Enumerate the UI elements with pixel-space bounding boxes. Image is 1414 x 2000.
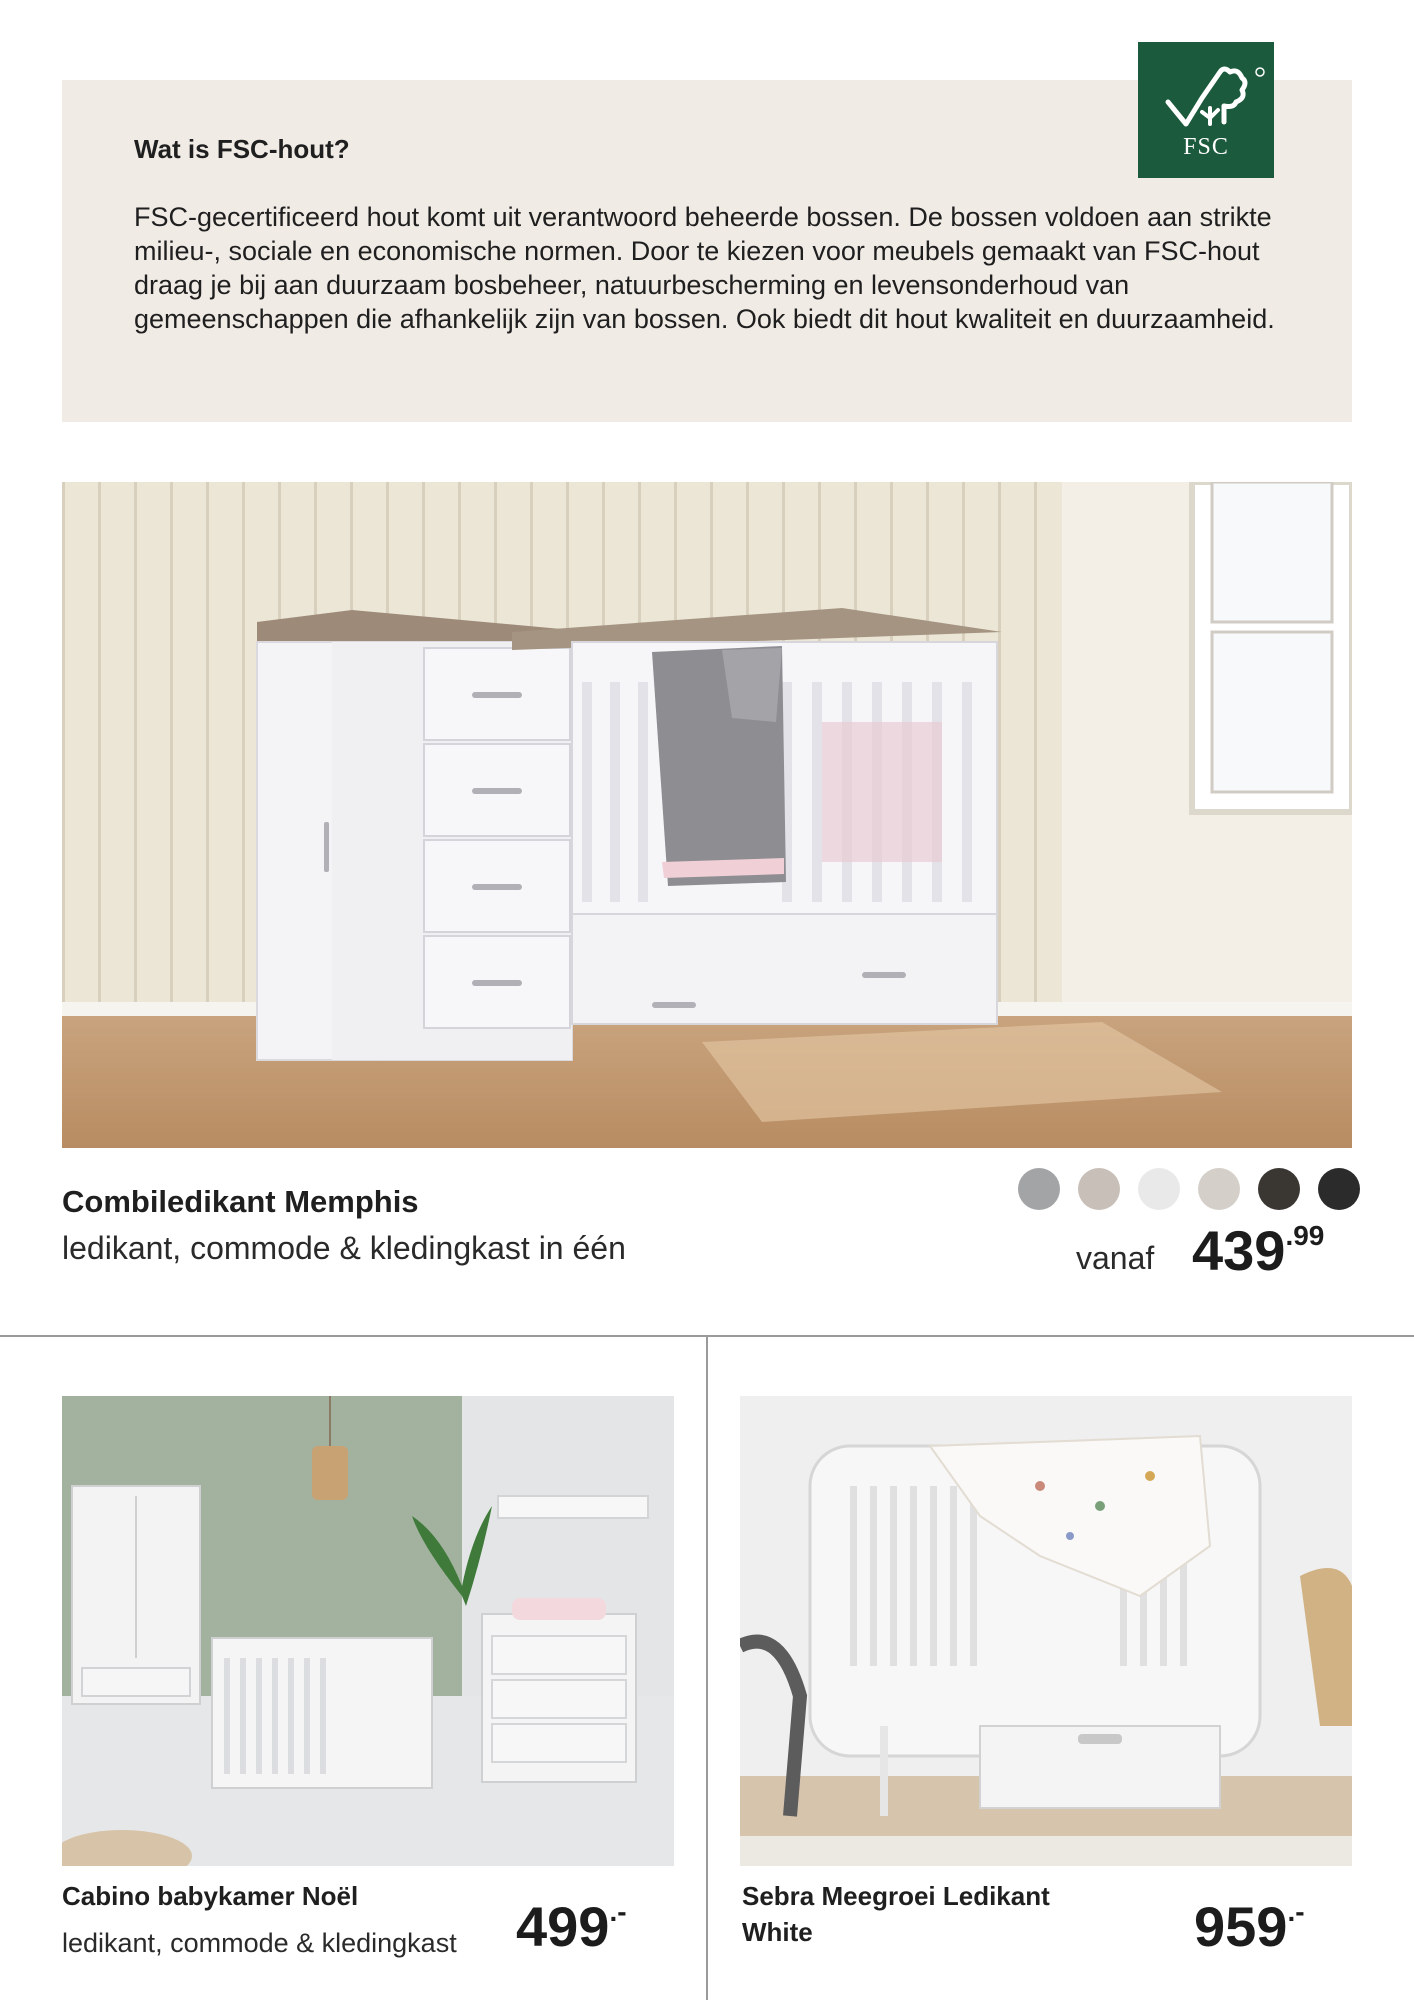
cabino-product-price xyxy=(516,1894,627,1959)
cabino-product-name[interactable]: Cabino babykamer Noël xyxy=(62,1881,359,1911)
sebra-product-price xyxy=(1194,1894,1305,1959)
fsc-logo-text: FSC xyxy=(1183,134,1229,160)
price-integer: 499 xyxy=(516,1895,610,1958)
color-swatch[interactable] xyxy=(1078,1168,1120,1210)
price-prefix: vanaf xyxy=(1076,1240,1155,1276)
fsc-info-text: FSC-gecertificeerd hout komt uit verantwoord beheerde bossen. De bossen voldoen aan strikte milieu-, sociale en economische normen. Door te kiezen voor meubels gemaakt van FSC-hout draag je bij aan duurzaam bosbeheer, natuurbescherming en levensonderhoud van gemeenschappen die afhankelijk zijn van bossen. Ook biedt dit hout kwaliteit en duurzaamheid. xyxy=(134,202,1275,334)
color-swatch[interactable] xyxy=(1138,1168,1180,1210)
fsc-info-title: Wat is FSC-hout? xyxy=(134,134,350,164)
color-swatch[interactable] xyxy=(1018,1168,1060,1210)
color-swatches xyxy=(1018,1168,1360,1210)
price-integer: 439 xyxy=(1192,1219,1286,1282)
main-product-name[interactable]: Combiledikant Memphis xyxy=(62,1184,419,1219)
color-swatch[interactable] xyxy=(1318,1168,1360,1210)
cabino-product-description: ledikant, commode & kledingkast xyxy=(62,1928,457,1958)
price-integer: 959 xyxy=(1194,1895,1288,1958)
main-product-price xyxy=(1192,1218,1324,1283)
price-cents: .- xyxy=(1287,1896,1305,1927)
color-swatch[interactable] xyxy=(1258,1168,1300,1210)
sebra-product-name[interactable]: Sebra Meegroei Ledikant White xyxy=(742,1881,1050,1947)
color-swatch[interactable] xyxy=(1198,1168,1240,1210)
vertical-divider xyxy=(706,1336,708,2000)
price-cents: .99 xyxy=(1285,1220,1325,1251)
cabino-product-photo[interactable] xyxy=(62,1396,674,1866)
fsc-logo xyxy=(1138,42,1274,178)
main-product-photo[interactable] xyxy=(62,482,1352,1148)
sebra-product-photo[interactable] xyxy=(740,1396,1352,1866)
price-cents: .- xyxy=(609,1896,627,1927)
main-product-description: ledikant, commode & kledingkast in één xyxy=(62,1230,626,1266)
